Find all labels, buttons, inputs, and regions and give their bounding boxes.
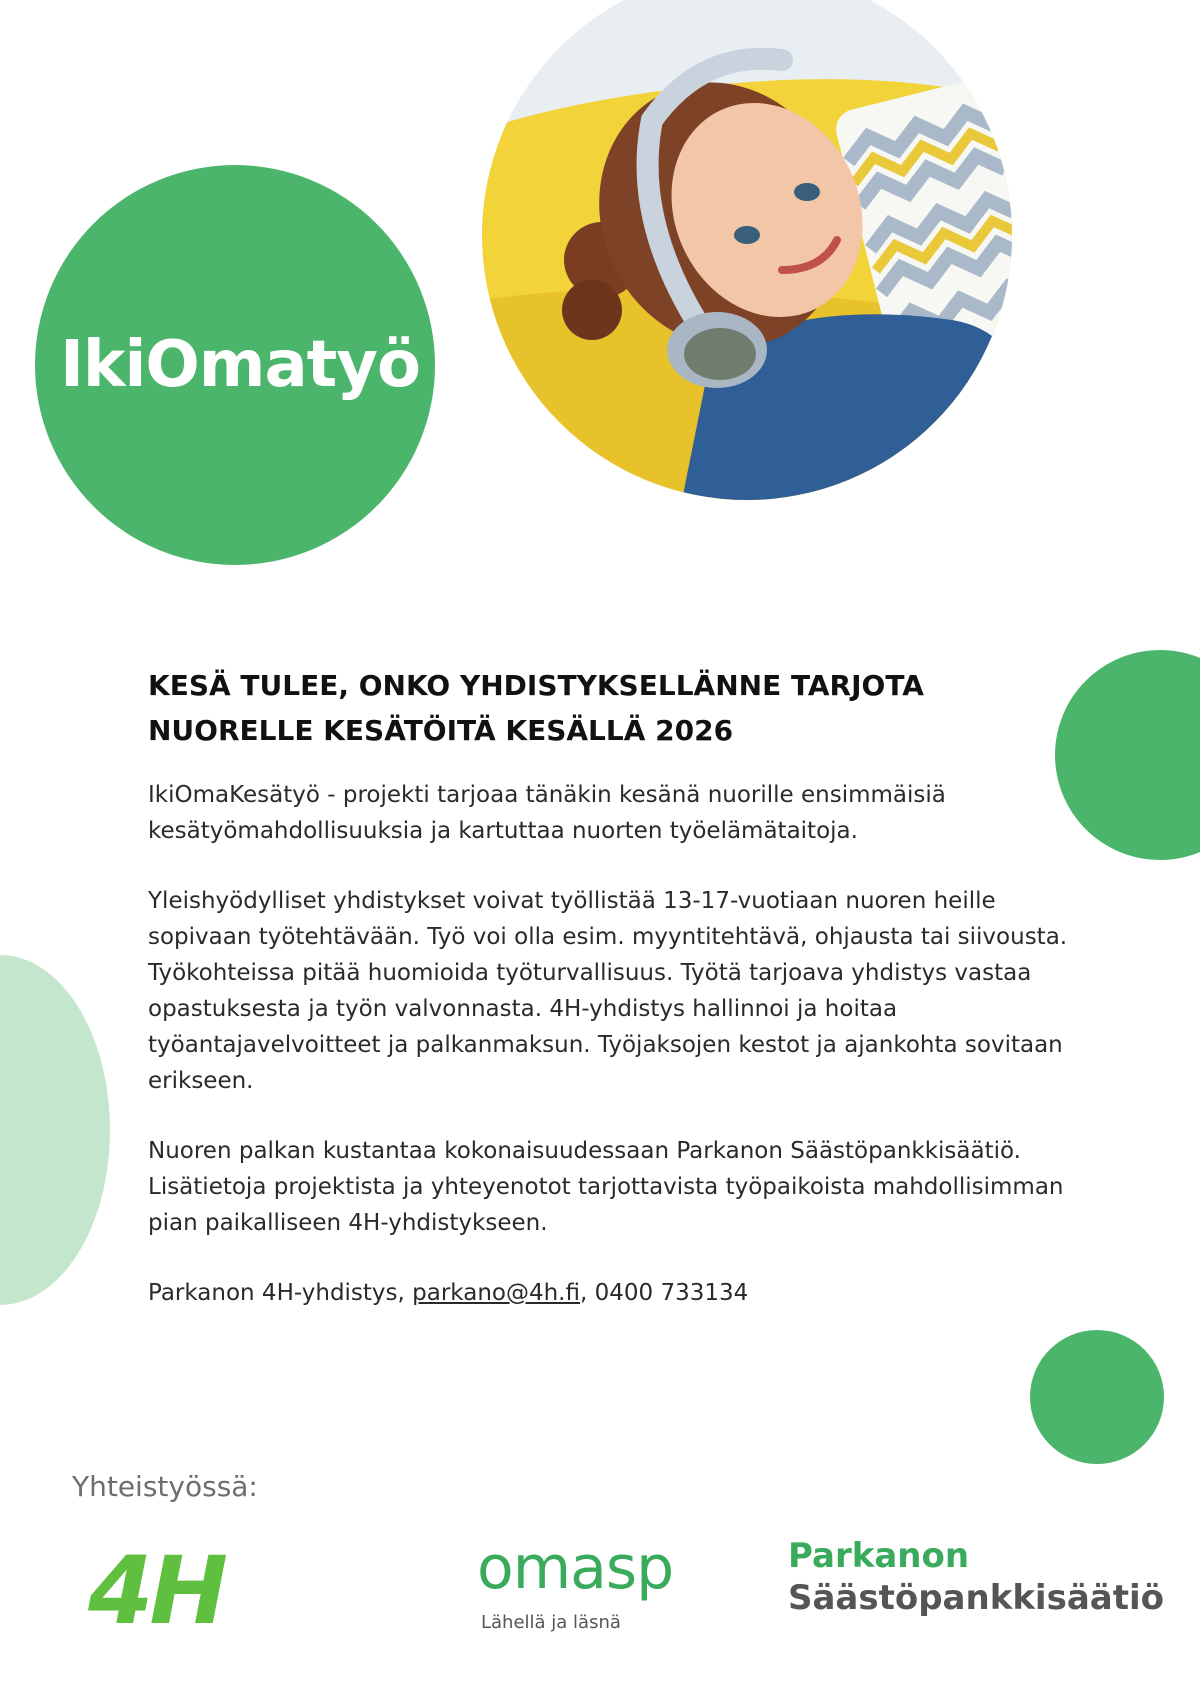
- ikiomatyo-logo-circle: [35, 165, 435, 565]
- omasp-logo-tagline: Lähellä ja läsnä: [481, 1612, 621, 1633]
- article: [148, 663, 1068, 1345]
- cooperation-label: Yhteistyössä:: [72, 1470, 258, 1503]
- contact-org: Parkanon 4H-yhdistys,: [148, 1280, 413, 1306]
- saasto-logo-line-2: Säästöpankkisäätiö: [788, 1578, 1164, 1618]
- headline-line-2: NUORELLE KESÄTÖITÄ KESÄLLÄ 2026: [148, 714, 734, 747]
- decorative-circle-right: [1055, 650, 1200, 860]
- decorative-circle-small: [1030, 1330, 1164, 1464]
- hero-photo: [482, 0, 1012, 500]
- details-paragraph: Yleishyödylliset yhdistykset voivat työllistää 13-17-vuotiaan nuoren heille sopivaan työtehtävään. Työ voi olla esim. myyntitehtävä, ohjausta tai siivousta. Työkohteissa pitää huomioida työturvallisuus. Työtä tarjoava yhdistys vastaa opastuksesta ja työn valvonnasta. 4H-yhdistys hallinnoi ja hoitaa työantajavelvoitteet ja palkanmaksun. Työjaksojen kestot ja ajankohta sovitaan erikseen.: [148, 888, 1068, 1094]
- omasp-logo-word: omasp: [477, 1533, 674, 1603]
- saasto-logo-line-1: Parkanon: [788, 1536, 970, 1576]
- headline: [148, 663, 1068, 753]
- girl-with-headphones-image: [482, 0, 1012, 500]
- saastopankkisaatio-logo: [788, 1535, 1164, 1619]
- contact-email-link[interactable]: parkano@4h.fi: [412, 1280, 580, 1306]
- headline-line-1: KESÄ TULEE, ONKO YHDISTYKSELLÄNNE TARJOTA: [148, 669, 924, 702]
- 4h-logo: 4H: [88, 1537, 225, 1646]
- contact-line: [148, 1275, 1068, 1311]
- decorative-circle-left: [0, 955, 110, 1305]
- contact-phone: , 0400 733134: [579, 1280, 749, 1306]
- omasp-logo: [477, 1520, 727, 1640]
- intro-paragraph: IkiOmaKesätyö - projekti tarjoaa tänäkin kesänä nuorille ensimmäisiä kesätyömahdollisuuksia ja kartuttaa nuorten työelämätaitoja.: [148, 782, 946, 844]
- ikiomatyo-logo-text: IkiOmatyö: [60, 328, 420, 402]
- funding-paragraph: Nuoren palkan kustantaa kokonaisuudessaan Parkanon Säästöpankkisäätiö. Lisätietoja projektista ja yhteyenotot tarjottavista työpaikoista mahdollisimman pian paikalliseen 4H-yhdistykseen.: [148, 1138, 1064, 1236]
